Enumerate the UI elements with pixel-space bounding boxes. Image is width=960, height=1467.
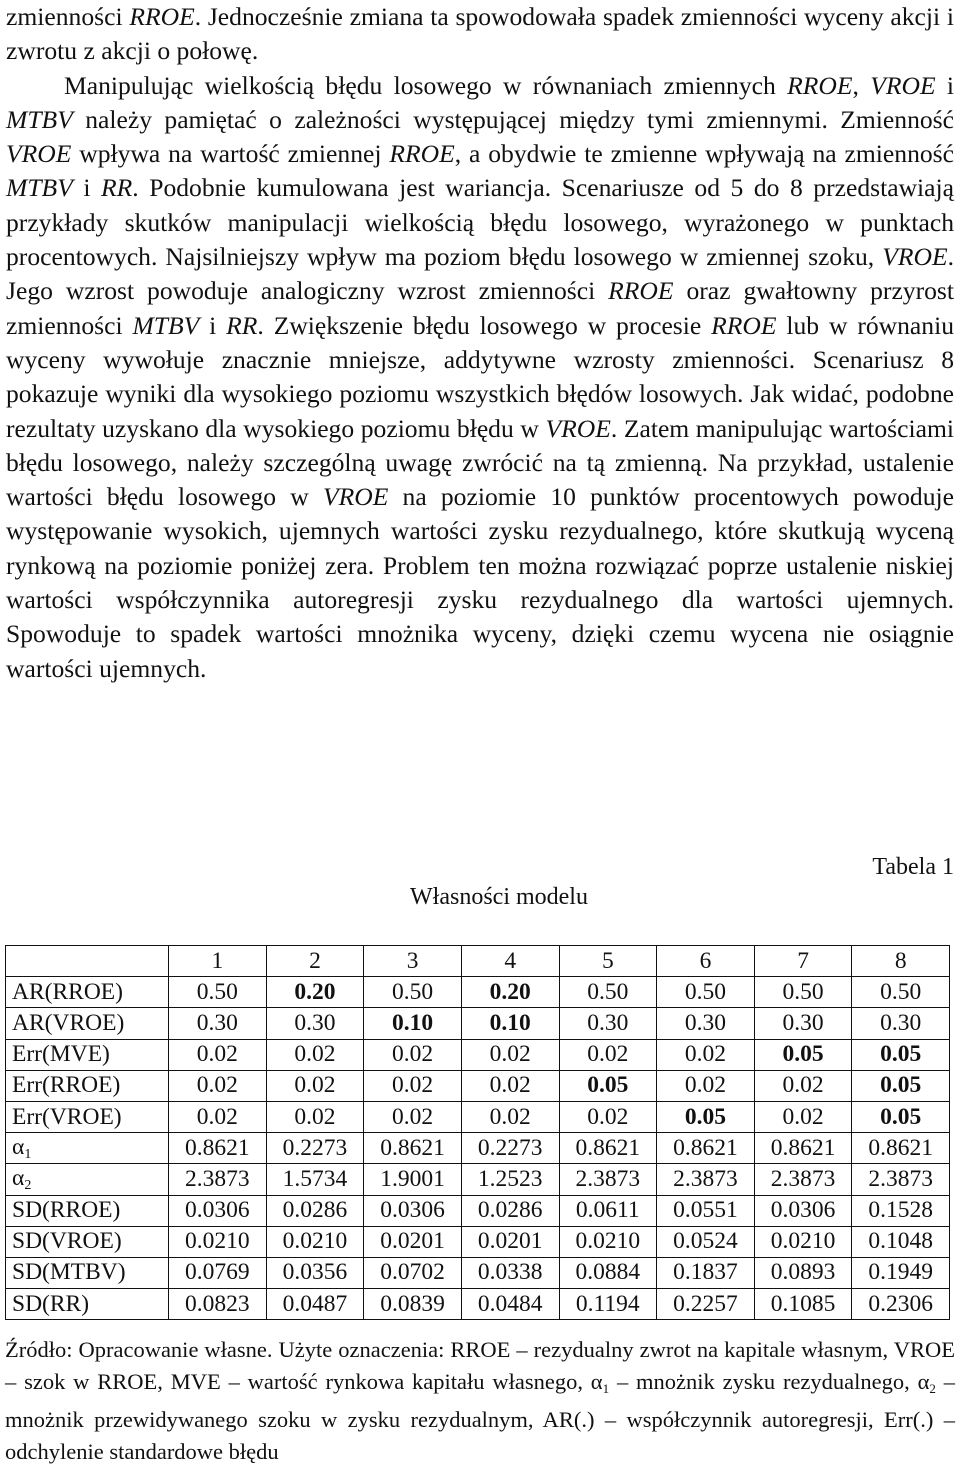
value-cell: 0.02 [559,1101,657,1132]
value-cell: 0.0201 [461,1226,559,1257]
value-cell: 0.8621 [657,1133,755,1164]
value-cell: 0.0306 [754,1195,852,1226]
value-cell: 0.8621 [169,1133,267,1164]
table-row [6,1101,950,1132]
value-cell: 0.0210 [266,1226,364,1257]
value-cell: 0.02 [754,1101,852,1132]
value-cell: 0.0306 [169,1195,267,1226]
value-cell: 0.02 [364,1070,462,1101]
value-cell: 0.20 [461,977,559,1008]
value-cell: 0.0524 [657,1226,755,1257]
value-cell: 0.0487 [266,1289,364,1320]
value-cell: 0.30 [754,1008,852,1039]
value-cell: 0.0769 [169,1257,267,1288]
row-label: SD(RR) [12,1290,90,1317]
variable-name: MTBV [6,104,73,134]
text-run: . Zwiększenie błędu losowego w procesie [257,310,712,340]
value-cell: 0.02 [266,1039,364,1070]
text-run: i [935,70,954,100]
row-label-subscript: 2 [24,1177,32,1193]
text-run: . Zatem manipulując wartościami błędu losowego, należy szczególną uwagę zwrócić na tą zmienną. Na przykład, ustalenie wartości błędu losowego w [6,413,954,512]
variable-name: RR [226,310,258,340]
value-cell: 0.05 [852,1039,950,1070]
table-row [6,1008,950,1039]
row-label: Err(RROE) [12,1072,121,1099]
value-cell: 0.0286 [461,1195,559,1226]
value-cell: 0.0286 [266,1195,364,1226]
value-cell: 0.05 [852,1101,950,1132]
variable-name: VROE [545,413,611,443]
table-header-row [6,946,950,977]
value-cell: 0.02 [559,1039,657,1070]
value-cell: 1.9001 [364,1164,462,1195]
row-label-cell [6,1289,169,1320]
row-label-cell [6,1039,169,1070]
variable-name: RROE [129,2,195,31]
value-cell: 0.02 [266,1101,364,1132]
value-cell: 0.0210 [559,1226,657,1257]
scenario-header-cell: 4 [461,946,559,977]
note-subscript: 2 [929,1380,936,1396]
paragraph-text [6,0,954,69]
value-cell: 0.0839 [364,1289,462,1320]
value-cell: 0.0338 [461,1257,559,1288]
table-source-note [5,1334,955,1467]
value-cell: 0.50 [364,977,462,1008]
variable-name: RROE [711,310,777,340]
row-label-subscript: 1 [24,1146,32,1162]
value-cell: 0.02 [266,1070,364,1101]
value-cell: 0.02 [169,1039,267,1070]
value-cell: 0.10 [364,1008,462,1039]
value-cell: 2.3873 [657,1164,755,1195]
value-cell: 0.10 [461,1008,559,1039]
value-cell: 2.3873 [852,1164,950,1195]
row-label-cell [6,1226,169,1257]
table-row [6,1133,950,1164]
table-row [6,977,950,1008]
value-cell: 2.3873 [754,1164,852,1195]
text-run: . Podobnie kumulowana jest wariancja. Scenariusze od 5 do 8 przedstawiają przykłady skutków manipulacji wielkością błędu losowego, wyrażonego w punktach procentowych. Najsilniejszy wpływ ma poziom błędu losowego w zmiennej szoku, [6,173,954,272]
value-cell: 0.1048 [852,1226,950,1257]
row-label: SD(MTBV) [12,1259,126,1286]
row-label: Err(MVE) [12,1041,110,1068]
row-label: SD(VROE) [12,1228,122,1255]
note-text: Źródło: Opracowanie własne. Użyte oznaczenia: RROE – rezydualny zwrot na kapitale własnym, VROE – szok w RROE, MVE – wartość rynkowa kapitału własnego, α [5,1337,955,1394]
scenario-header-cell: 3 [364,946,462,977]
value-cell: 0.0306 [364,1195,462,1226]
value-cell: 0.05 [754,1039,852,1070]
table-row [6,1257,950,1288]
value-cell: 0.05 [559,1070,657,1101]
variable-name: VROE [870,70,936,100]
value-cell: 0.30 [657,1008,755,1039]
table-row [6,1195,950,1226]
value-cell: 0.0484 [461,1289,559,1320]
value-cell: 0.50 [169,977,267,1008]
value-cell: 0.20 [266,977,364,1008]
value-cell: 0.1194 [559,1289,657,1320]
text-run: należy pamiętać o zależności występującej między tymi zmiennymi. Zmienność [72,104,954,134]
row-label: α [12,1164,25,1191]
value-cell: 0.02 [461,1101,559,1132]
row-label: AR(VROE) [12,1009,125,1036]
note-text: – mnożnik zysku rezydualnego, α [609,1368,930,1394]
value-cell: 0.02 [461,1070,559,1101]
variable-name: RROE [787,70,853,100]
text-run: Manipulując wielkością błędu losowego w równaniach zmiennych [64,70,788,100]
variable-name: MTBV [132,310,200,340]
value-cell: 0.1949 [852,1257,950,1288]
row-label-cell [6,1008,169,1039]
text-run: na poziomie 10 punktów procentowych powoduje występowanie wysokich, ujemnych wartości zysku rezydualnego, które skutkują wyceną rynkową na poziomie poniżej zera. Problem ten można rozwiązać poprze ustalenie niskiej wartości współczynnika autoregresji zysku rezydualnego dla wartości ujemnych. Spowoduje to spadek wartości mnożnika wyceny, dzięki czemu wycena nie osiągnie wartości ujemnych. [6,482,954,683]
row-label-cell [6,977,169,1008]
value-cell: 0.30 [169,1008,267,1039]
table-title: Własności modelu [410,884,588,910]
value-cell: 0.0611 [559,1195,657,1226]
row-label-cell [6,1101,169,1132]
value-cell: 0.50 [657,977,755,1008]
value-cell: 0.05 [657,1101,755,1132]
table-row [6,1039,950,1070]
row-label: SD(RROE) [12,1197,121,1224]
value-cell: 0.0210 [754,1226,852,1257]
value-cell: 0.02 [364,1039,462,1070]
value-cell: 0.0702 [364,1257,462,1288]
variable-name: MTBV [6,173,73,203]
value-cell: 0.0884 [559,1257,657,1288]
value-cell: 0.02 [169,1070,267,1101]
value-cell: 0.02 [364,1101,462,1132]
value-cell: 0.8621 [559,1133,657,1164]
model-properties-table [5,945,950,1320]
value-cell: 0.8621 [754,1133,852,1164]
value-cell: 0.0823 [169,1289,267,1320]
value-cell: 0.02 [461,1039,559,1070]
header-corner-cell [6,946,169,977]
row-label-cell [6,1070,169,1101]
value-cell: 0.50 [559,977,657,1008]
text-run: i [199,310,227,340]
variable-name: RROE [608,276,674,306]
row-label-cell [6,1195,169,1226]
scenario-header-cell: 8 [852,946,950,977]
value-cell: 1.2523 [461,1164,559,1195]
value-cell: 2.3873 [169,1164,267,1195]
value-cell: 0.02 [657,1039,755,1070]
value-cell: 0.02 [657,1070,755,1101]
text-run: , a obydwie te zmienne wpływają na zmienność [454,139,954,169]
value-cell: 0.30 [559,1008,657,1039]
table-row [6,1070,950,1101]
value-cell: 0.0893 [754,1257,852,1288]
row-label: α [12,1133,25,1160]
text-run: zmienności [6,2,130,31]
row-label-cell [6,1257,169,1288]
value-cell: 0.02 [754,1070,852,1101]
row-label: Err(VROE) [12,1103,122,1130]
variable-name: VROE [322,482,389,512]
value-cell: 2.3873 [559,1164,657,1195]
text-run: . Jego wzrost powoduje analogiczny wzrost zmienności [6,242,954,306]
value-cell: 0.02 [169,1101,267,1132]
table-number: Tabela 1 [872,854,954,880]
value-cell: 0.1528 [852,1195,950,1226]
scenario-header-cell: 7 [754,946,852,977]
scenario-header-cell: 1 [169,946,267,977]
text-run: . Jednocześnie zmiana ta spowodowała spadek zmienności wyceny akcji i zwrotu z akcji o połowę. [6,2,954,66]
value-cell: 0.30 [852,1008,950,1039]
body-paragraph [6,0,954,686]
row-label-cell [6,1164,169,1195]
variable-name: RROE [389,139,455,169]
variable-name: VROE [882,242,948,272]
value-cell: 0.8621 [364,1133,462,1164]
row-label-cell [6,1133,169,1164]
value-cell: 0.2257 [657,1289,755,1320]
note-subscript: 1 [602,1380,610,1396]
text-run: wpływa na wartość zmiennej [71,139,390,169]
variable-name: VROE [6,139,72,169]
scenario-header-cell: 5 [559,946,657,977]
text-run: , [852,70,871,100]
value-cell: 0.50 [754,977,852,1008]
value-cell: 0.0210 [169,1226,267,1257]
value-cell: 0.0551 [657,1195,755,1226]
value-cell: 0.2273 [461,1133,559,1164]
value-cell: 0.1837 [657,1257,755,1288]
value-cell: 0.2273 [266,1133,364,1164]
table-row [6,1164,950,1195]
value-cell: 0.2306 [852,1289,950,1320]
value-cell: 0.0356 [266,1257,364,1288]
value-cell: 0.1085 [754,1289,852,1320]
value-cell: 1.5734 [266,1164,364,1195]
scenario-header-cell: 2 [266,946,364,977]
variable-name: RR [101,173,133,203]
value-cell: 0.0201 [364,1226,462,1257]
scenario-header-cell: 6 [657,946,755,977]
value-cell: 0.30 [266,1008,364,1039]
text-run: i [72,173,102,203]
row-label: AR(RROE) [12,978,123,1005]
table-row [6,1289,950,1320]
note-text: – mnożnik przewidywanego szoku w zysku rezydualnym, AR(.) – współczynnik autoregresji, Err(.) – odchylenie standardowe błędu [5,1368,955,1464]
value-cell: 0.50 [852,977,950,1008]
table-row [6,1226,950,1257]
value-cell: 0.8621 [852,1133,950,1164]
text-run: oraz gwałtowny przyrost zmienności [6,276,954,340]
paragraph-text [6,69,954,686]
text-run: lub w równaniu wyceny wywołuje znacznie mniejsze, addytywne wzrosty zmienności. Scenariusz 8 pokazuje wyniki dla wysokiego poziomu wszystkich błędów losowych. Jak widać, podobne rezultaty uzyskano dla wysokiego poziomu błędu w [6,310,954,443]
value-cell: 0.05 [852,1070,950,1101]
